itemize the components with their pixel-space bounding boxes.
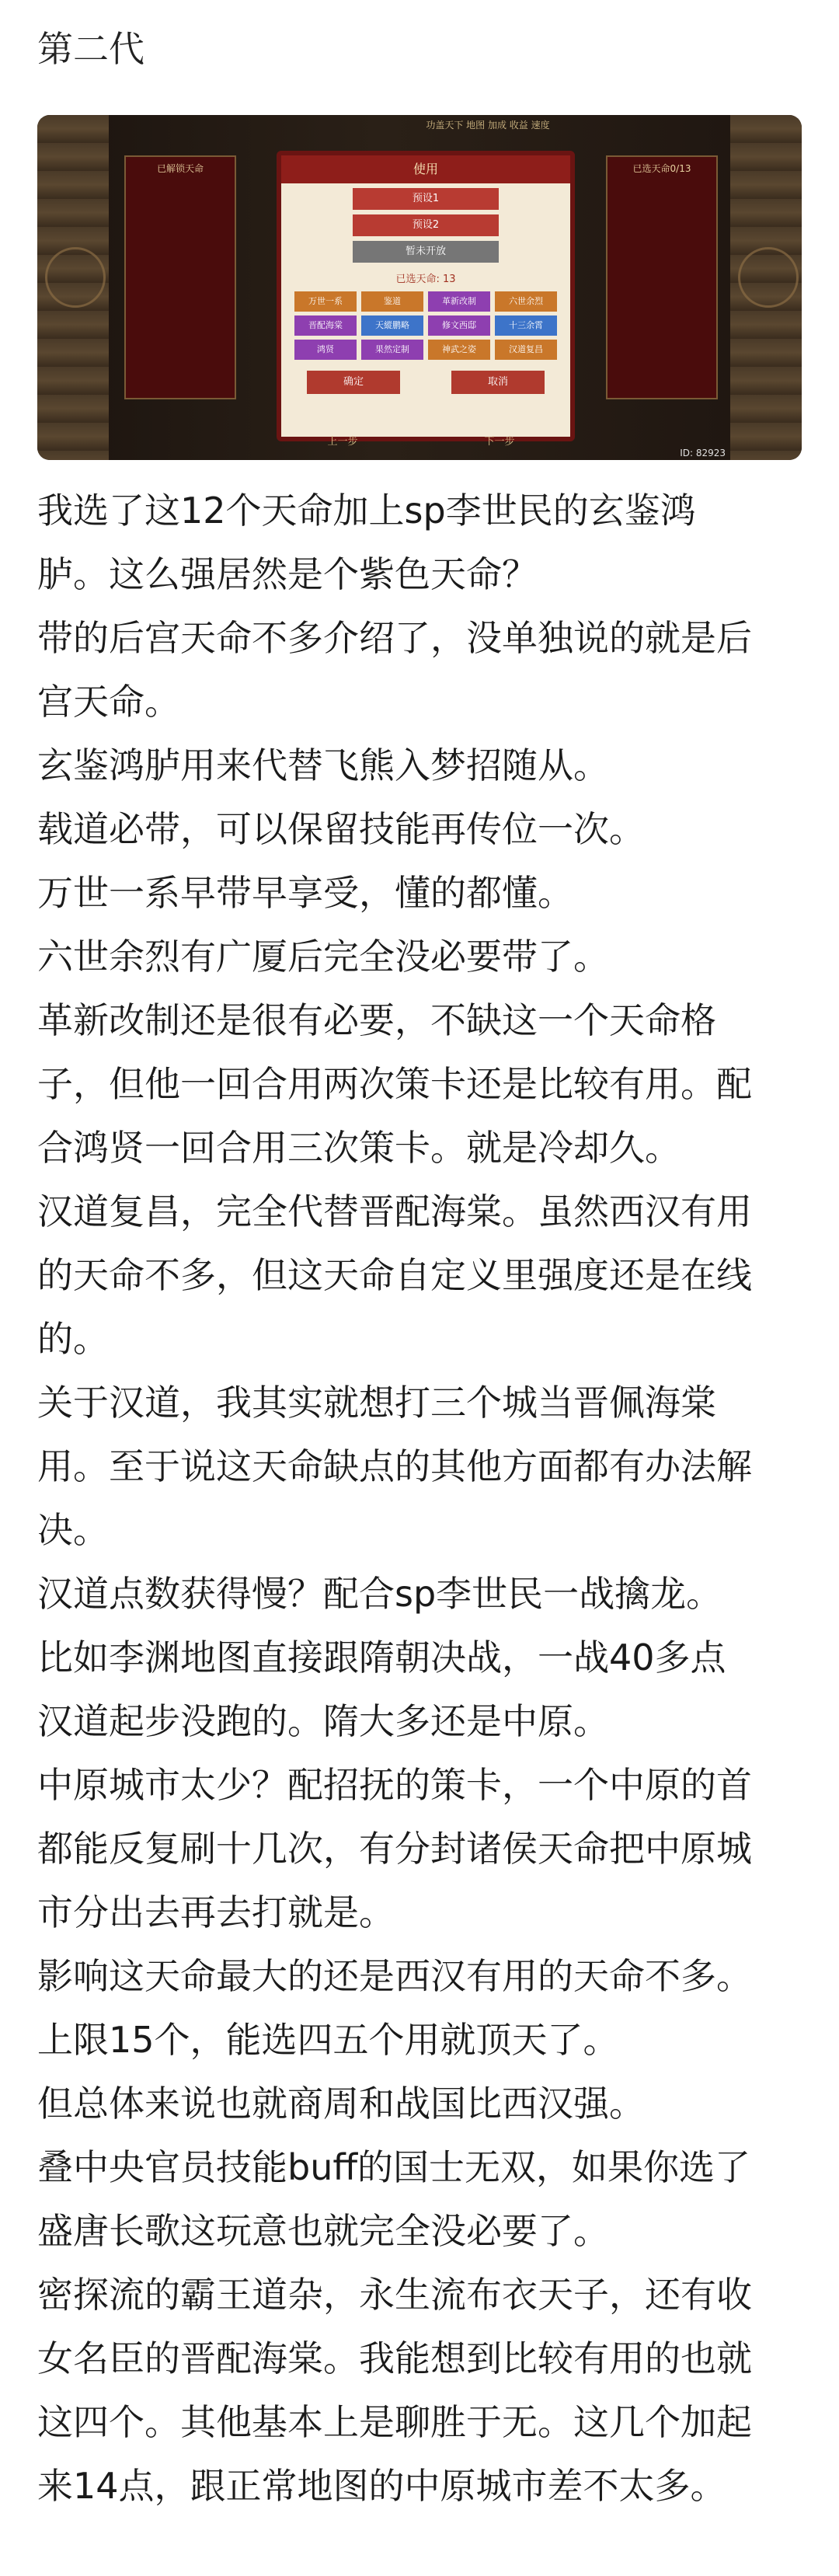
mandate-tag[interactable]: 六世余烈 — [495, 291, 557, 312]
body-line: 我选了这12个天命加上sp李世民的玄鉴鸿 — [37, 490, 696, 532]
next-step-button[interactable]: 下一步 — [484, 436, 515, 448]
unlocked-mandates-panel — [124, 155, 236, 399]
confirm-button[interactable]: 确定 — [307, 371, 400, 394]
mandate-tag[interactable]: 鸿贤 — [294, 340, 357, 360]
mandate-tag[interactable]: 天縱鹏略 — [361, 315, 423, 336]
body-line: 上限15个，能选四五个用就顶天了。 — [37, 2019, 619, 2061]
body-line: 中原城市太少？配招抚的策卡，一个中原的首 — [37, 1764, 752, 1806]
body-line: 来14点，跟正常地图的中原城市差不太多。 — [37, 2465, 726, 2507]
article-body — [37, 479, 814, 2518]
prev-step-button[interactable]: 上一步 — [327, 436, 358, 448]
preset-unavailable-button[interactable]: 暂未开放 — [353, 241, 499, 263]
preset-2-button[interactable]: 预设2 — [353, 214, 499, 236]
left-scroll-decoration — [37, 115, 109, 460]
body-line: 玄鉴鸿胪用来代替飞熊入梦招随从。 — [37, 744, 609, 786]
dialog-actions — [281, 371, 570, 394]
mandate-tag[interactable]: 鉴道 — [361, 291, 423, 312]
body-line: 比如李渊地图直接跟隋朝决战，一战40多点 — [37, 1637, 726, 1678]
body-line: 叠中央官员技能buff的国士无双，如果你选了 — [37, 2146, 751, 2188]
dragon-ornament-icon — [45, 247, 106, 308]
body-line: 合鸿贤一回合用三次策卡。就是冷却久。 — [37, 1127, 681, 1169]
mandate-tag[interactable]: 果然定制 — [361, 340, 423, 360]
body-line: 汉道起步没跑的。隋大多还是中原。 — [37, 1700, 609, 1742]
preset-1-button[interactable]: 预设1 — [353, 188, 499, 210]
game-id-label: ID: 82923 — [680, 448, 726, 458]
selected-mandates-panel — [606, 155, 718, 399]
body-line: 载道必带，可以保留技能再传位一次。 — [37, 808, 645, 850]
body-line: 都能反复刷十几次，有分封诸侯天命把中原城 — [37, 1828, 752, 1870]
dialog-title: 使用 — [281, 155, 570, 183]
body-line: 这四个。其他基本上是聊胜于无。这几个加起 — [37, 2401, 752, 2443]
body-line: 密探流的霸王道杂，永生流布衣天子，还有收 — [37, 2274, 752, 2316]
body-line: 用。至于说这天命缺点的其他方面都有办法解 — [37, 1445, 752, 1487]
body-line: 胪。这么强居然是个紫色天命？ — [37, 553, 538, 595]
mandate-tag[interactable]: 神武之姿 — [428, 340, 490, 360]
body-line: 的天命不多，但这天命自定义里强度还是在线 — [37, 1254, 752, 1296]
body-line: 带的后宫天命不多介绍了，没单独说的就是后 — [37, 617, 752, 659]
game-screenshot — [37, 115, 802, 460]
body-line: 万世一系早带早享受，懂的都懂。 — [37, 872, 573, 914]
mandate-tag[interactable]: 修文西邸 — [428, 315, 490, 336]
body-line: 影响这天命最大的还是西汉有用的天命不多。 — [37, 1955, 752, 1997]
right-scroll-decoration — [730, 115, 802, 460]
game-top-info: 功盖天下 地图 加成 收益 速度 — [426, 120, 550, 131]
body-line: 革新改制还是很有必要，不缺这一个天命格 — [37, 999, 716, 1041]
body-line: 盛唐长歌这玩意也就完全没必要了。 — [37, 2210, 609, 2252]
body-line: 但总体来说也就商周和战国比西汉强。 — [37, 2083, 645, 2125]
body-line: 关于汉道，我其实就想打三个城当晋佩海棠 — [37, 1382, 716, 1424]
use-dialog — [277, 151, 575, 441]
body-line: 汉道点数获得慢？配合sp李世民一战擒龙。 — [37, 1573, 722, 1615]
body-line: 的。 — [37, 1318, 109, 1360]
body-line: 决。 — [37, 1509, 109, 1551]
mandate-tag[interactable]: 革新改制 — [428, 291, 490, 312]
body-line: 汉道复昌，完全代替晋配海棠。虽然西汉有用 — [37, 1190, 752, 1232]
mandate-grid — [281, 291, 570, 360]
dragon-ornament-icon — [738, 247, 799, 308]
body-line: 子，但他一回合用两次策卡还是比较有用。配 — [37, 1063, 752, 1105]
mandate-tag[interactable]: 十三余霄 — [495, 315, 557, 336]
mandate-tag[interactable]: 晋配海棠 — [294, 315, 357, 336]
mandate-tag[interactable]: 万世一系 — [294, 291, 357, 312]
panel-title: 已选天命0/13 — [632, 163, 691, 174]
mandate-tag[interactable]: 汉道复昌 — [495, 340, 557, 360]
body-line: 六世余烈有广厦后完全没必要带了。 — [37, 936, 609, 978]
cancel-button[interactable]: 取消 — [451, 371, 545, 394]
body-line: 女名臣的晋配海棠。我能想到比较有用的也就 — [37, 2337, 752, 2379]
body-line: 市分出去再去打就是。 — [37, 1891, 395, 1933]
section-heading: 第二代 — [37, 28, 144, 70]
selected-count: 已选天命: 13 — [395, 274, 456, 285]
body-line: 宫天命。 — [37, 681, 180, 723]
panel-title: 已解锁天命 — [156, 163, 204, 174]
